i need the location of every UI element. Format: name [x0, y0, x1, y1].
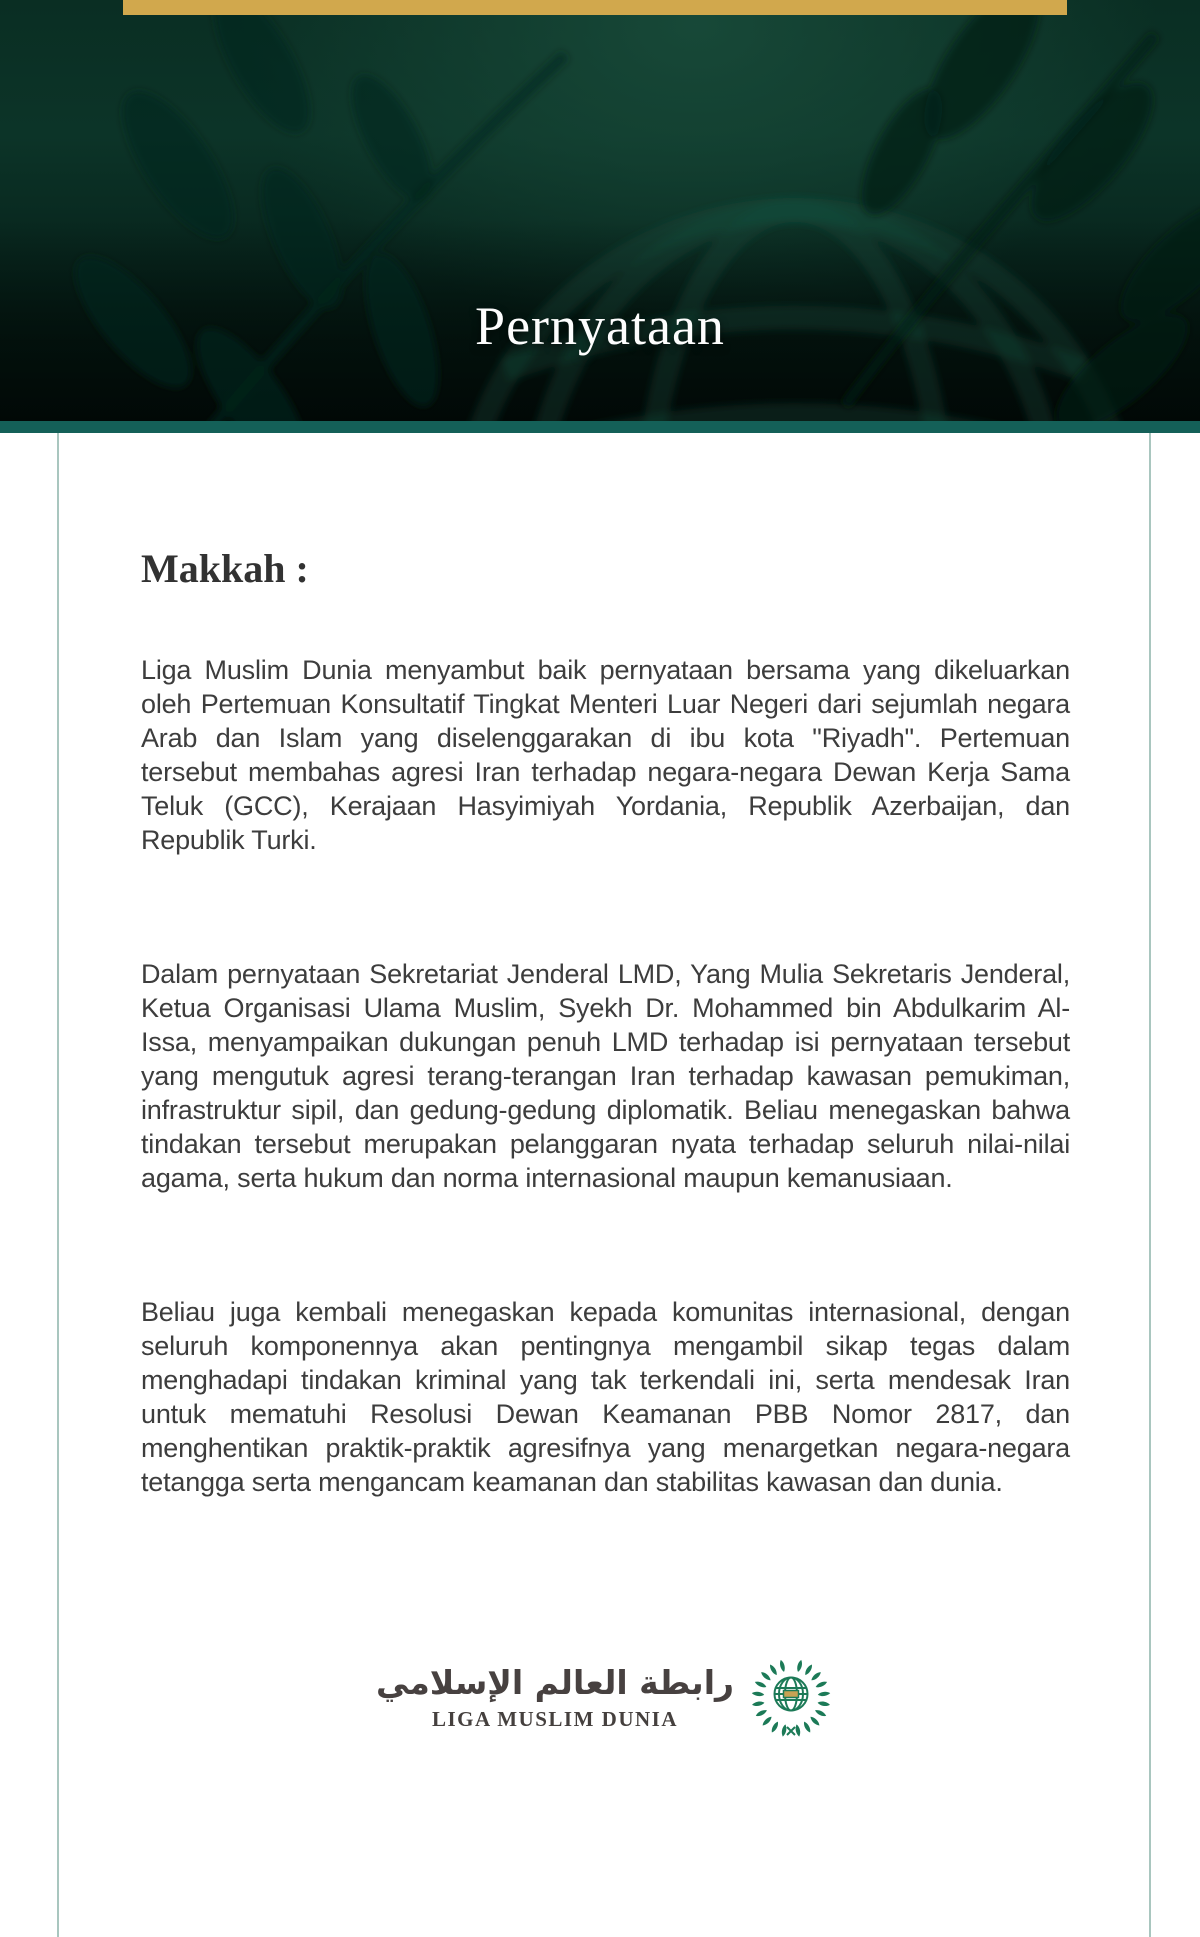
arabic-calligraphy-text: رابطة العالم الإسلامي	[375, 1662, 735, 1702]
header-banner	[0, 0, 1200, 421]
organization-logo	[141, 1657, 1070, 1737]
statement-paragraph: Liga Muslim Dunia menyambut baik pernyataan bersama yang dikeluarkan oleh Pertemuan Konsultatif Tingkat Menteri Luar Negeri dari sejumlah negara Arab dan Islam yang diselenggarakan di ibu kota "Riyadh". Pertemuan tersebut membahas agresi Iran terhadap negara-negara Dewan Kerja Sama Teluk (GCC), Kerajaan Hasyimiyah Yordania, Republik Azerbaijan, dan Republik Turki.	[141, 655, 1070, 855]
statement-paragraph: Dalam pernyataan Sekretariat Jenderal LMD, Yang Mulia Sekretaris Jenderal, Ketua Organisasi Ulama Muslim, Syekh Dr. Mohammed bin Abdulkarim Al-Issa, menyampaikan dukungan penuh LMD terhadap isi pernyataan tersebut yang mengutuk agresi terang-terangan Iran terhadap kawasan pemukiman, infrastruktur sipil, dan gedung-gedung diplomatik. Beliau menegaskan bahwa tindakan tersebut merupakan pelanggaran nyata terhadap seluruh nilai-nilai agama, serta hukum dan norma internasional maupun kemanusiaan.	[141, 959, 1070, 1193]
page-title: Pernyataan	[475, 296, 725, 356]
location-heading: Makkah :	[141, 546, 309, 591]
teal-divider-band	[0, 421, 1200, 433]
statement-paragraph: Beliau juga kembali menegaskan kepada komunitas internasional, dengan seluruh komponennya akan pentingnya mengambil sikap tegas dalam menghadapi tindakan kriminal yang tak terkendali ini, serta mendesak Iran untuk mematuhi Resolusi Dewan Keamanan PBB Nomor 2817, dan menghentikan praktik-praktik agresifnya yang menargetkan negara-negara tetangga serta mengancam keamanan dan stabilitas kawasan dan dunia.	[141, 1297, 1070, 1497]
gold-accent-bar	[123, 0, 1067, 15]
org-name-label: LIGA MUSLIM DUNIA	[431, 1707, 678, 1732]
statement-card	[57, 433, 1151, 1937]
logo-text-block	[376, 1662, 734, 1733]
laurel-globe-decoration-icon	[0, 0, 1200, 421]
statement-body	[59, 433, 1149, 1737]
mwl-emblem-icon	[747, 1657, 835, 1737]
